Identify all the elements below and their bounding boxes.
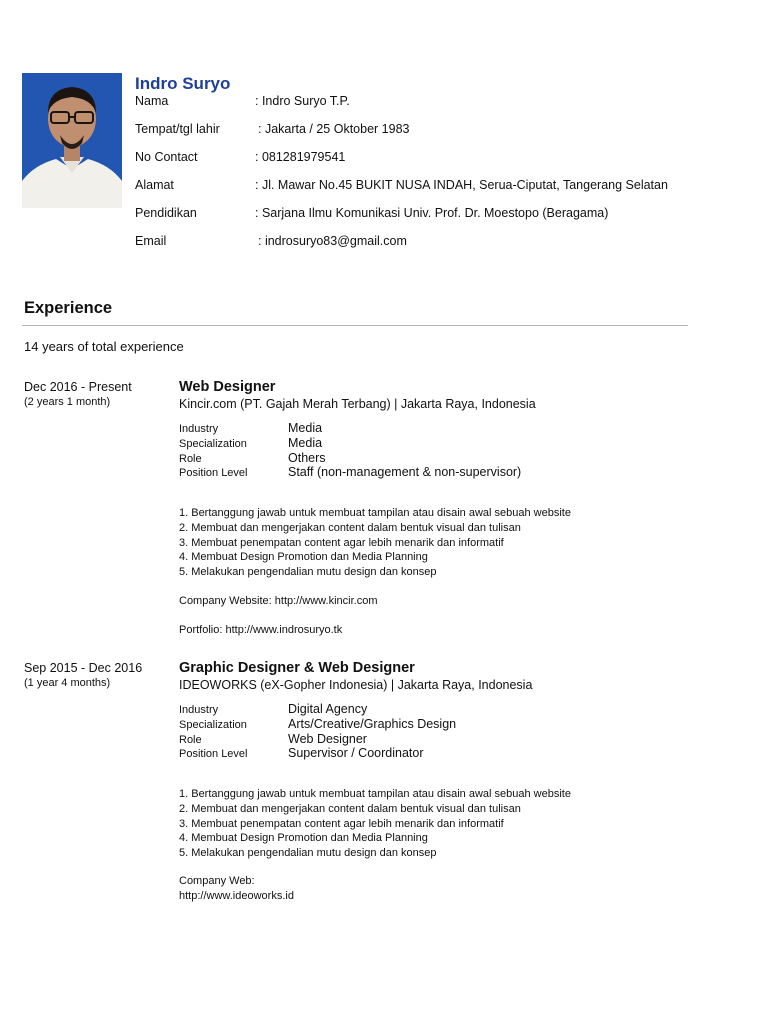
job-title: Web Designer bbox=[179, 379, 276, 395]
section-divider bbox=[22, 325, 688, 326]
detail-label: Specialization bbox=[179, 438, 247, 450]
detail-value: Staff (non-management & non-supervisor) bbox=[288, 465, 522, 479]
job-duration: (1 year 4 months) bbox=[24, 677, 111, 689]
company-web-url: http://www.ideoworks.id bbox=[179, 890, 294, 902]
responsibility-item: 5. Melakukan pengendalian mutu design dan konsep bbox=[179, 566, 437, 578]
job-date: Dec 2016 - Present bbox=[24, 380, 132, 394]
responsibility-item: 1. Bertanggung jawab untuk membuat tampilan atau disain awal sebuah website bbox=[179, 507, 571, 519]
detail-label: Industry bbox=[179, 423, 219, 435]
portfolio-link: Portfolio: http://www.indrosuryo.tk bbox=[179, 624, 343, 636]
detail-label: Role bbox=[179, 453, 202, 465]
company-web-label: Company Web: bbox=[179, 875, 255, 887]
info-label: Tempat/tgl lahir bbox=[135, 122, 220, 136]
info-label: Alamat bbox=[135, 178, 174, 192]
profile-photo bbox=[22, 73, 122, 208]
detail-label: Role bbox=[179, 734, 202, 746]
company-website: Company Website: http://www.kincir.com bbox=[179, 595, 378, 607]
detail-value: Media bbox=[288, 436, 323, 450]
info-value: : Jl. Mawar No.45 BUKIT NUSA INDAH, Serua-Ciputat, Tangerang Selatan bbox=[255, 178, 668, 192]
detail-label: Position Level bbox=[179, 467, 248, 479]
info-value: : indrosuryo83@gmail.com bbox=[258, 234, 407, 248]
person-photo-icon bbox=[22, 73, 122, 208]
responsibility-item: 2. Membuat dan mengerjakan content dalam bentuk visual dan tulisan bbox=[179, 803, 521, 815]
responsibility-item: 4. Membuat Design Promotion dan Media Planning bbox=[179, 832, 428, 844]
info-label: Nama bbox=[135, 94, 169, 108]
job-duration: (2 years 1 month) bbox=[24, 396, 111, 408]
info-label: No Contact bbox=[135, 150, 198, 164]
detail-value: Supervisor / Coordinator bbox=[288, 746, 424, 760]
responsibility-item: 3. Membuat penempatan content agar lebih menarik dan informatif bbox=[179, 537, 504, 549]
responsibility-item: 3. Membuat penempatan content agar lebih menarik dan informatif bbox=[179, 818, 504, 830]
detail-label: Industry bbox=[179, 704, 219, 716]
detail-label: Position Level bbox=[179, 748, 248, 760]
info-label: Email bbox=[135, 234, 167, 248]
job-date: Sep 2015 - Dec 2016 bbox=[24, 661, 143, 675]
detail-value: Digital Agency bbox=[288, 702, 368, 716]
job-title: Graphic Designer & Web Designer bbox=[179, 660, 415, 676]
responsibility-item: 5. Melakukan pengendalian mutu design dan konsep bbox=[179, 847, 437, 859]
detail-value: Others bbox=[288, 451, 326, 465]
detail-value: Arts/Creative/Graphics Design bbox=[288, 717, 457, 731]
responsibility-item: 4. Membuat Design Promotion dan Media Planning bbox=[179, 551, 428, 563]
responsibility-item: 2. Membuat dan mengerjakan content dalam bentuk visual dan tulisan bbox=[179, 522, 521, 534]
info-value: : Sarjana Ilmu Komunikasi Univ. Prof. Dr. Moestopo (Beragama) bbox=[255, 206, 609, 220]
detail-label: Specialization bbox=[179, 719, 247, 731]
job-company: IDEOWORKS (eX-Gopher Indonesia) | Jakarta Raya, Indonesia bbox=[179, 678, 533, 692]
detail-value: Web Designer bbox=[288, 732, 367, 746]
responsibility-item: 1. Bertanggung jawab untuk membuat tampilan atau disain awal sebuah website bbox=[179, 788, 571, 800]
detail-value: Media bbox=[288, 421, 323, 435]
info-label: Pendidikan bbox=[135, 206, 197, 220]
job-company: Kincir.com (PT. Gajah Merah Terbang) | Jakarta Raya, Indonesia bbox=[179, 397, 536, 411]
profile-name: Indro Suryo bbox=[135, 74, 231, 93]
info-value: : 081281979541 bbox=[255, 150, 346, 164]
total-experience: 14 years of total experience bbox=[24, 339, 184, 354]
section-title-experience: Experience bbox=[24, 299, 113, 317]
info-value: : Jakarta / 25 Oktober 1983 bbox=[258, 122, 410, 136]
info-value: : Indro Suryo T.P. bbox=[255, 94, 350, 108]
